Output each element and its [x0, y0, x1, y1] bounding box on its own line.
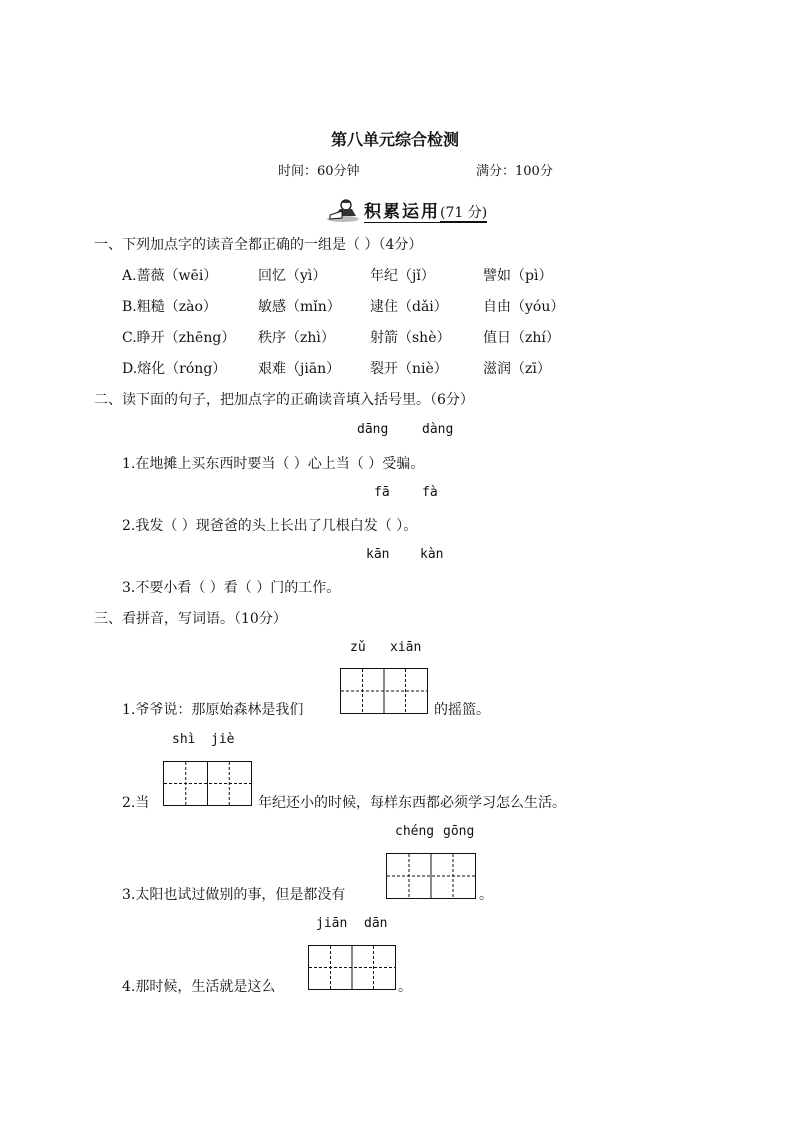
option-a-4: 譬如（pì） [483, 268, 553, 284]
option-b-1: B.粗糙（zào） [122, 299, 217, 315]
option-d-1: D.熔化（róng） [122, 361, 227, 377]
option-a-1: A.蔷薇（wēi） [122, 268, 218, 284]
q3-3-pinyin-2: gōng [443, 824, 475, 839]
section-banner [326, 197, 487, 223]
option-c-4: 值日（zhí） [483, 330, 560, 346]
section-heading: 积累运用 [364, 202, 440, 222]
q3-4-pinyin-1: jiān [316, 916, 348, 931]
option-b-2: 敏感（mǐn） [258, 299, 341, 315]
q3-3-writing-grid[interactable] [386, 853, 476, 899]
q2-2-sentence: 2.我发（ ）现爸爸的头上长出了几根白发（ ）。 [122, 518, 418, 534]
option-a-2: 回忆（yì） [258, 268, 327, 284]
q3-1-writing-grid[interactable] [340, 668, 428, 714]
option-c-3: 射箭（shè） [370, 330, 451, 346]
q3-2-pinyin-2: jiè [211, 732, 235, 747]
q3-2-writing-grid[interactable] [163, 761, 252, 806]
q3-stem: 三、看拼音，写词语。（10分） [94, 611, 287, 627]
time-label: 时间：60分钟 [278, 164, 360, 179]
option-c-1: C.睁开（zhēng） [122, 330, 236, 346]
score-label: 满分：100分 [476, 164, 553, 179]
q3-1-pinyin-1: zǔ [350, 640, 366, 655]
q2-3-sentence: 3.不要小看（ ）看（ ）门的工作。 [122, 580, 341, 596]
q3-3-pinyin-1: chéng [395, 824, 435, 839]
q3-2-after: 年纪还小的时候，每样东西都必须学习怎么生活。 [258, 795, 566, 811]
option-d-2: 艰难（jiān） [258, 361, 341, 377]
section-score: (71 分) [440, 205, 488, 221]
q3-2-pinyin-1: shì [172, 732, 196, 747]
q3-3-before: 3.太阳也试过做别的事，但是都没有 [122, 887, 346, 903]
option-d-3: 裂开（niè） [370, 361, 448, 377]
option-b-4: 自由（yóu） [483, 299, 565, 315]
q3-1-before: 1.爷爷说：那原始森林是我们 [122, 702, 304, 718]
q2-1-pinyin-1: dāng [357, 422, 389, 437]
option-d-4: 滋润（zī） [483, 361, 551, 377]
option-c-2: 秩序（zhì） [258, 330, 335, 346]
option-b-3: 逮住（dǎi） [370, 299, 448, 315]
q3-4-writing-grid[interactable] [308, 945, 396, 990]
q2-stem: 二、读下面的句子，把加点字的正确读音填入括号里。（6分） [94, 392, 474, 408]
option-a-3: 年纪（jǐ） [370, 268, 435, 284]
q2-3-pinyin-2: kàn [420, 547, 444, 562]
q1-stem: 一、下列加点字的读音全都正确的一组是（ ）（4分） [94, 237, 423, 253]
q3-4-before: 4.那时候，生活就是这么 [122, 979, 276, 995]
q3-1-after: 的摇篮。 [434, 702, 490, 718]
q2-2-pinyin-1: fā [374, 485, 390, 500]
q2-1-pinyin-2: dàng [422, 422, 454, 437]
page-title: 第八单元综合检测 [331, 130, 460, 149]
q3-3-after: 。 [479, 887, 493, 903]
q2-1-sentence: 1.在地摊上买东西时要当（ ）心上当（ ）受骗。 [122, 456, 425, 472]
q3-4-pinyin-2: dān [364, 916, 388, 931]
q3-1-pinyin-2: xiān [390, 640, 422, 655]
q2-3-pinyin-1: kān [366, 547, 390, 562]
q3-2-before: 2.当 [122, 795, 150, 811]
q2-2-pinyin-2: fà [422, 485, 438, 500]
reading-kid-icon [326, 198, 360, 222]
q3-4-after: 。 [398, 979, 412, 995]
